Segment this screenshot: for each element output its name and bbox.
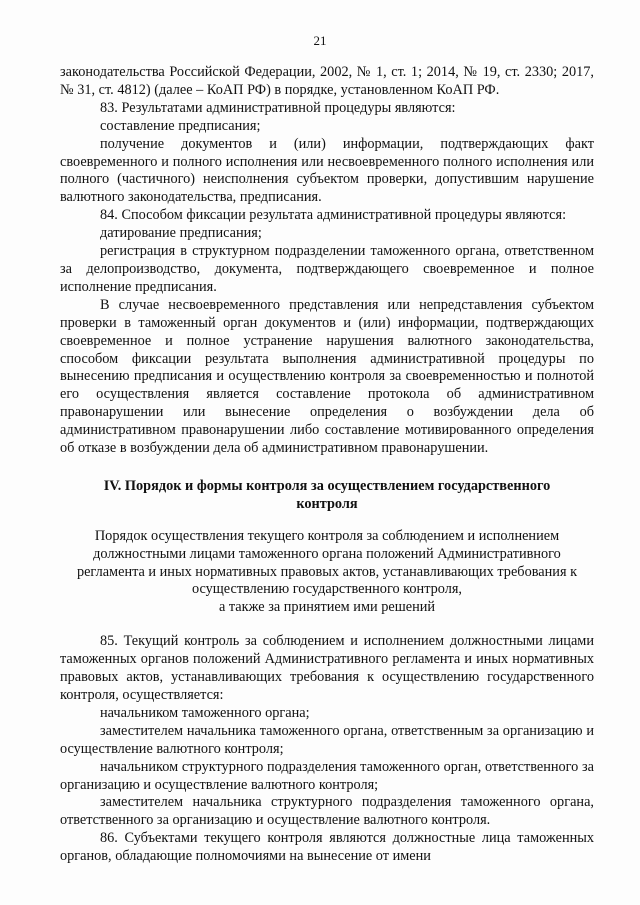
paragraph: В случае несвоевременного представления или непредставления субъектом проверки в таможенный орган документов и (или) информации, подтверждающих своевременное и полное устранение нарушения валютного законодательства, способом фиксации результата выполнения административной процедуры по вынесению предписания и осуществлению контроля за своевременностью и полнотой его осуществления является составление протокола об административном правонарушении или вынесение определения о возбуждении дела об административном правонарушении либо составление мотивированного определения об отказе в возбуждении дела об административном правонарушении. bbox=[60, 296, 594, 457]
page-content bbox=[60, 64, 594, 866]
section-subheading bbox=[60, 528, 594, 618]
paragraph: 83. Результатами административной процедуры являются: bbox=[100, 99, 456, 116]
subheading-line: Порядок осуществления текущего контроля за соблюдением и исполнением bbox=[94, 527, 560, 544]
section-heading: IV. Порядок и формы контроля за осуществлением государственного контроля bbox=[103, 477, 551, 512]
subheading-line: регламента и иных нормативных правовых актов, устанавливающих требования к bbox=[76, 563, 578, 580]
paragraph: законодательства Российской Федерации, 2002, № 1, ст. 1; 2014, № 19, ст. 2330; 2017, № 31, ст. 4812) (далее – КоАП РФ) в порядке, установленном КоАП РФ. bbox=[60, 64, 594, 98]
paragraph: заместителем начальника таможенного органа, ответственным за организацию и осуществление валютного контроля; bbox=[60, 722, 594, 757]
subheading-line: осуществлению государственного контроля, bbox=[191, 581, 463, 598]
paragraph: начальником структурного подразделения таможенного орган, ответственного за организацию и осуществление валютного контроля; bbox=[60, 758, 594, 793]
page-number: 21 bbox=[313, 33, 327, 48]
paragraph: датирование предписания; bbox=[100, 225, 262, 242]
paragraph: получение документов и (или) информации, подтверждающих факт своевременного и полного исполнения или несвоевременного полного исполнения или полного (частичного) неисполнения субъектом проверки, допустившим нарушение валютного законодательства, предписания. bbox=[60, 135, 594, 206]
paragraph: начальником таможенного органа; bbox=[100, 704, 310, 721]
paragraph: 85. Текущий контроль за соблюдением и исполнением должностными лицами таможенных органов положений Административного регламента и иных нормативных правовых актов, устанавливающих требования к осуществлению государственного контроля, осуществляется: bbox=[60, 633, 594, 703]
paragraph: 86. Субъектами текущего контроля являются должностные лица таможенных органов, обладающие полномочиями на вынесение от имени bbox=[60, 830, 594, 865]
paragraph: регистрация в структурном подразделении таможенного органа, ответственном за делопроизводство, документа, подтверждающего своевременное и полное исполнение предписания. bbox=[60, 243, 594, 295]
subheading-line: а также за принятием ими решений bbox=[218, 599, 436, 616]
paragraph: 84. Способом фиксации результата административной процедуры являются: bbox=[100, 207, 567, 224]
paragraph: составление предписания; bbox=[100, 117, 261, 134]
paragraph: заместителем начальника структурного подразделения таможенного органа, ответственного за организацию и осуществление валютного контроля. bbox=[60, 794, 594, 829]
subheading-line: должностными лицами таможенного органа положений Административного bbox=[93, 545, 561, 562]
